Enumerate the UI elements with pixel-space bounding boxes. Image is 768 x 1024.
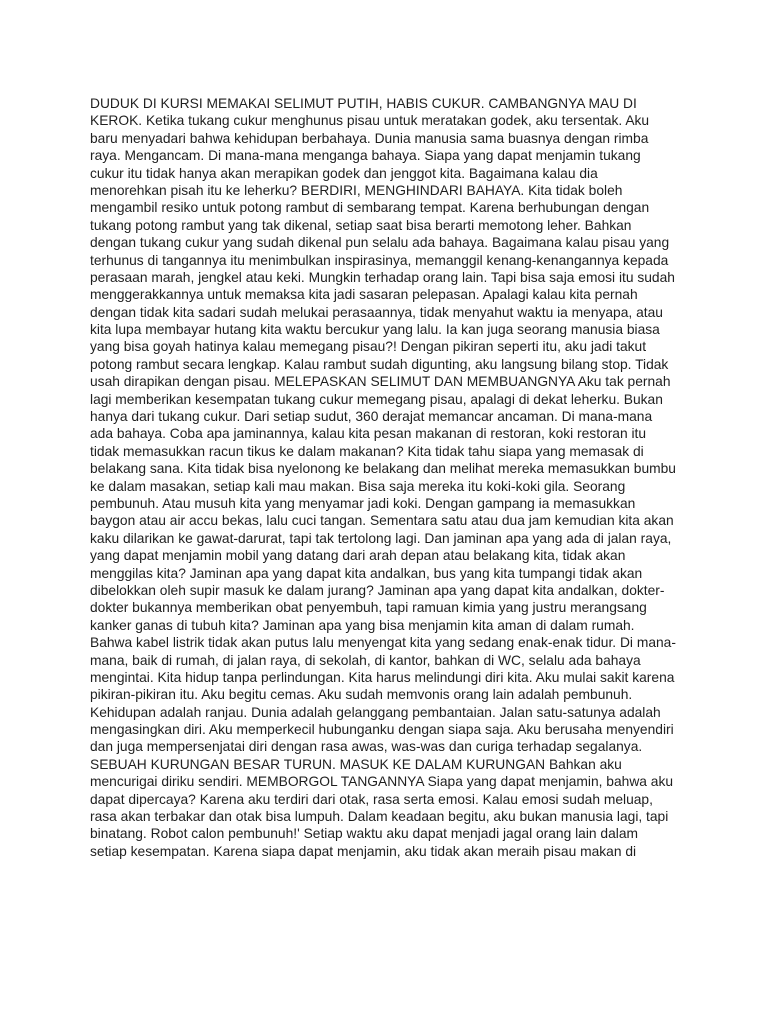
text-line: menggerakkannya untuk memaksa kita jadi sasaran pelepasan. Apalagi kalau kita pernah xyxy=(90,287,638,303)
text-line: rasa akan terbakar dan otak bisa lumpuh. Dalam keadaan begitu, aku bukan manusia lagi, tapi xyxy=(90,809,669,825)
text-line: cukur itu tidak hanya akan merapikan godek dan jenggot kita. Bagaimana kalau dia xyxy=(90,165,598,181)
text-line: yang bisa goyah hatinya kalau memegang pisau?! Dengan pikiran seperti itu, aku jadi takut xyxy=(90,339,647,355)
text-line: pembunuh. Atau musuh kita yang menyamar jadi koki. Dengan gampang ia memasukkan xyxy=(90,495,636,511)
text-line: baru menyadari bahwa kehidupan berbahaya. Dunia manusia sama buasnya dengan rimba xyxy=(90,130,649,146)
text-line: menorehkan pisah itu ke leherku? BERDIRI, MENGHINDARI BAHAYA. Kita tidak boleh xyxy=(90,182,623,198)
text-line: baygon atau air accu bekas, lalu cuci tangan. Sementara satu atau dua jam kemudian kita akan xyxy=(90,513,674,529)
text-line: mengasingkan diri. Aku memperkecil hubunganku dengan siapa saja. Aku berusaha menyendiri xyxy=(90,722,674,738)
text-line: hanya dari tukang cukur. Dari setiap sudut, 360 derajat memancar ancaman. Di mana-mana xyxy=(90,409,653,425)
text-line: mana, baik di rumah, di jalan raya, di sekolah, di kantor, bahkan di WC, selalu ada bahaya xyxy=(90,652,641,668)
text-line: raya. Mengancam. Di mana-mana menganga bahaya. Siapa yang dapat menjamin tukang xyxy=(90,148,641,164)
text-line: terhunus di tangannya itu menimbulkan inspirasinya, memanggil kenang-kenangannya kepada xyxy=(90,252,669,268)
text-line: binatang. Robot calon pembunuh!' Setiap waktu aku dapat menjadi jagal orang lain dalam xyxy=(90,826,638,842)
text-line: perasaan marah, jengkel atau keki. Mungkin terhadap orang lain. Tapi bisa saja emosi itu sudah xyxy=(90,269,675,285)
text-line: potong rambut secara lengkap. Kalau rambut sudah digunting, aku langsung bilang stop. Tidak xyxy=(90,356,669,372)
text-line: dengan tukang cukur yang sudah dikenal pun selalu ada bahaya. Bagaimana kalau pisau yang xyxy=(90,235,670,251)
text-line: ke dalam masakan, setiap kali mau makan. Bisa saja mereka itu koki-koki gila. Seorang xyxy=(90,478,626,494)
text-line: pikiran-pikiran itu. Aku begitu cemas. Aku sudah memvonis orang lain adalah pembunuh. xyxy=(90,687,633,703)
text-line: dan juga mempersenjatai diri dengan rasa awas, was-was dan curiga terhadap segalanya. xyxy=(90,739,643,755)
text-line: Kehidupan adalah ranjau. Dunia adalah gelanggang pembantaian. Jalan satu-satunya adalah xyxy=(90,704,661,720)
text-line: yang dapat menjamin mobil yang datang dari arah depan atau belakang kita, tidak akan xyxy=(90,548,626,564)
text-line: dokter bukannya memberikan obat penyembuh, tapi ramuan kimia yang justru merangsang xyxy=(90,600,647,616)
text-line: lagi memberikan kesempatan tukang cukur memegang pisau, apalagi di dekat leherku. Bukan xyxy=(90,391,663,407)
text-line: usah dirapikan dengan pisau. MELEPASKAN SELIMUT DAN MEMBUANGNYA Aku tak pernah xyxy=(90,374,671,390)
text-line: dengan tidak kita sadari sudah melukai perasaannya, tidak menyahut waktu ia menyapa, atau xyxy=(90,304,663,320)
text-line: Bahwa kabel listrik tidak akan putus lalu menyengat kita yang sedang enak-enak tidur. Di mana- xyxy=(90,635,676,651)
text-line: setiap kesempatan. Karena siapa dapat menjamin, aku tidak akan meraih pisau makan di xyxy=(90,843,637,859)
text-line: mencurigai diriku sendiri. MEMBORGOL TANGANNYA Siapa yang dapat menjamin, bahwa aku xyxy=(90,774,674,790)
text-line: mengambil resiko untuk potong rambut di sembarang tempat. Karena berhubungan dengan xyxy=(90,200,650,216)
text-line: KEROK. Ketika tukang cukur menghunus pisau untuk meratakan godek, aku tersentak. Aku xyxy=(90,113,650,129)
text-line: dibelokkan oleh supir masuk ke dalam jurang? Jaminan apa yang dapat kita andalkan, dokter- xyxy=(90,582,665,598)
text-line: kaku dilarikan ke gawat-darurat, tapi tak tertolong lagi. Dan jaminan apa yang ada di jalan raya, xyxy=(90,530,672,546)
text-line: belakang sana. Kita tidak bisa nyelonong ke belakang dan melihat mereka memasukkan bumbu xyxy=(90,461,676,477)
text-line: ada bahaya. Coba apa jaminannya, kalau kita pesan makanan di restoran, koki restoran itu xyxy=(90,426,647,442)
body-text xyxy=(90,95,690,860)
text-line: kanker ganas di tubuh kita? Jaminan apa yang bisa menjamin kita aman di dalam rumah. xyxy=(90,617,635,633)
text-line: SEBUAH KURUNGAN BESAR TURUN. MASUK KE DALAM KURUNGAN Bahkan aku xyxy=(90,756,622,772)
text-line: menggilas kita? Jaminan apa yang dapat kita andalkan, bus yang kita tumpangi tidak akan xyxy=(90,565,643,581)
text-line: DUDUK DI KURSI MEMAKAI SELIMUT PUTIH, HABIS CUKUR. CAMBANGNYA MAU DI xyxy=(90,96,637,111)
text-line: dapat dipercaya? Karena aku terdiri dari otak, rasa serta emosi. Kalau emosi sudah meluap, xyxy=(90,791,653,807)
text-line: mengintai. Kita hidup tanpa perlindungan. Kita harus melindungi diri kita. Aku mulai sakit karena xyxy=(90,669,675,685)
text-line: tidak memasukkan racun tikus ke dalam makanan? Kita tidak tahu siapa yang memasak di xyxy=(90,443,644,459)
text-line: tukang potong rambut yang tak dikenal, setiap saat bisa berarti memotong leher. Bahkan xyxy=(90,217,632,233)
text-line: kita lupa membayar hutang kita waktu bercukur yang lalu. Ia kan juga seorang manusia biasa xyxy=(90,322,660,338)
